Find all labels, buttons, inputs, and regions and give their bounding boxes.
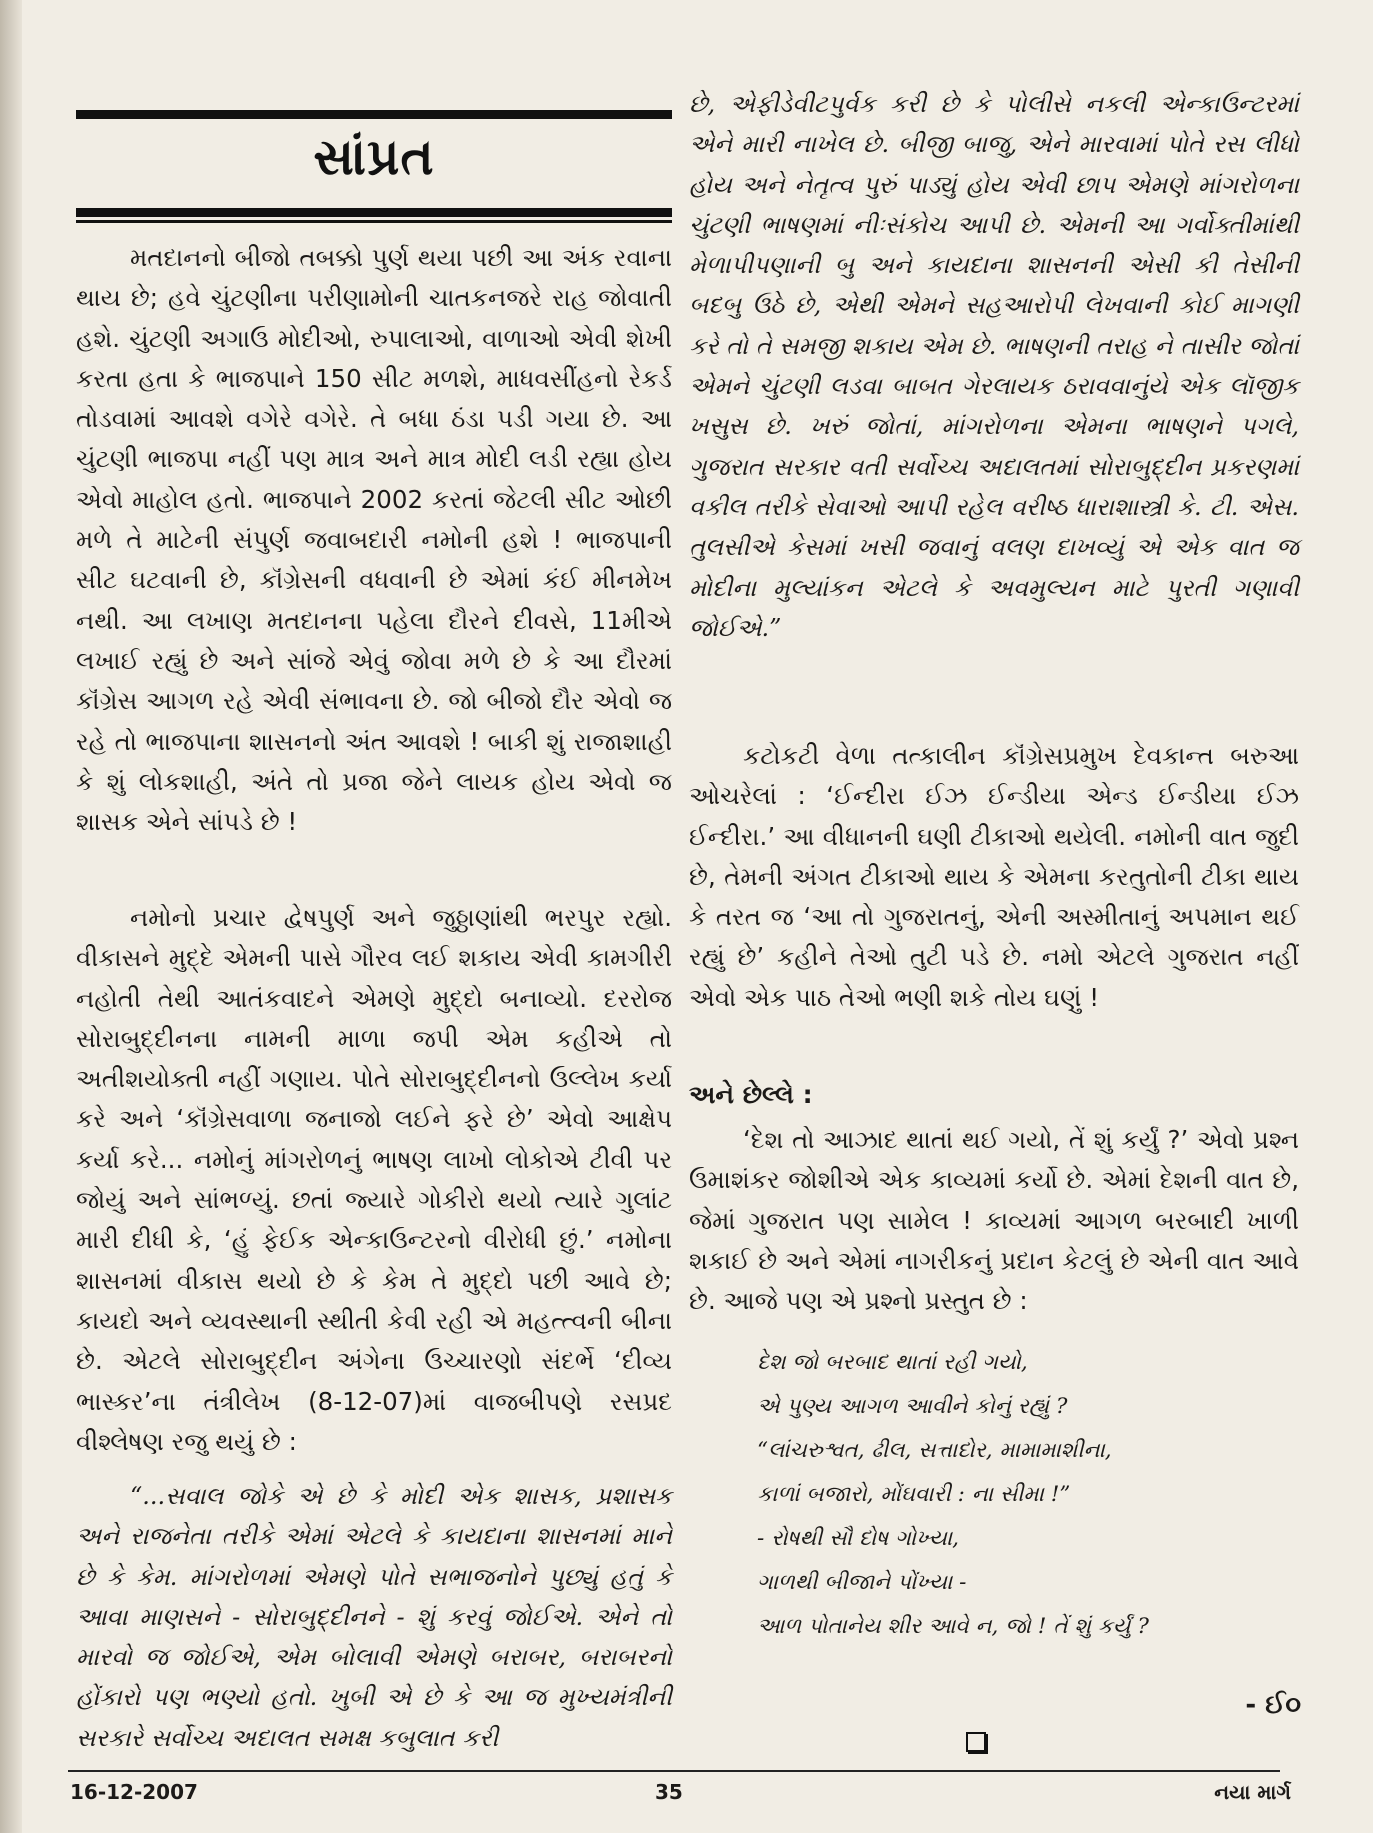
left-quote-paragraph: “...સવાલ જોકે એ છે કે મોદી એક શાસક, પ્રશાસક અને રાજનેતા તરીકે એમાં એટલે કે કાયદાના શાસનમાં માને છે કે કેમ. માંગરોળમાં એમણે પોતે સભાજનોને પુછ્યું હતું કે આવા માણસને - સોરાબુદ્દીનને - શું કરવું જોઈએ. એને તો મારવો જ જોઈએ, એમ બોલાવી એમણે બરાબર, બરાબરનો હોંકારો પણ ભણ્યો હતો. ખુબી એ છે કે આ જ મુખ્યમંત્રીની સરકારે સર્વોચ્ચ અદાલત સમક્ષ કબુલાત કરી: [76, 1482, 672, 1752]
right-paragraph-4: ‘દેશ તો આઝાદ થાતાં થઈ ગયો, તેં શું કર્યું ?’ એવો પ્રશ્ન ઉમાશંકર જોશીએ એક કાવ્યમાં કર્યો છે. એમાં દેશની વાત છે, જેમાં ગુજરાત પણ સામેલ ! કાવ્યમાં આગળ બરબાદી ખાળી શકાઈ છે અને એમાં નાગરીકનું પ્રદાન કેટલું છે એની વાત આવે છે. આજે પણ એ પ્રશ્નો પ્રસ્તુત છે :: [689, 1125, 1299, 1316]
left-paragraph-2: નમોનો પ્રચાર દ્વેષપુર્ણ અને જુઠ્ઠાણાંથી ભરપુર રહ્યો. વીકાસને મુદ્દે એમની પાસે ગૌરવ લઈ શકાય એવી કામગીરી નહોતી તેથી આતંકવાદને એમણે મુદ્દો બનાવ્યો. દરરોજ સોરાબુદ્દીનના નામની માળા જપી એમ કહીએ તો અતીશયોક્તી નહીં ગણાય. પોતે સોરાબુદ્દીનનો ઉલ્લેખ કર્યા કરે અને ‘કૉંગ્રેસવાળા જનાજો લઈને ફરે છે’ એવો આક્ષેપ કર્યા કરે... નમોનું માંગરોળનું ભાષણ લાખો લોકોએ ટીવી પર જોયું અને સાંભળ્યું. છતાં જ્યારે ગોકીરો થયો ત્યારે ગુલાંટ મારી દીધી કે, ‘હું ફેઈક એન્કાઉન્ટરનો વીરોધી છું.’ નમોના શાસનમાં વીકાસ થયો છે કે કેમ તે મુદ્દો પછી આવે છે; કાયદો અને વ્યવસ્થાની સ્થીતી કેવી રહી એ મહત્ત્વની બીના છે. એટલે સોરાબુદ્દીન અંગેના ઉચ્ચારણો સંદર્ભે ‘દીવ્ય ભાસ્કર’ના તંત્રીલેખ (8-12-07)માં વાજબીપણે રસપ્રદ વીશ્લેષણ રજુ થયું છે :: [76, 903, 672, 1456]
poem-line: દેશ જો બરબાદ થાતાં રહી ગયો,: [757, 1350, 1028, 1375]
right-quote-continuation: છે, એફીડેવીટપુર્વક કરી છે કે પોલીસે નકલી એન્કાઉન્ટરમાં એને મારી નાખેલ છે. બીજી બાજુ, એને મારવામાં પોતે રસ લીધો હોય અને નેતૃત્વ પુરું પાડ્યું હોય એવી છાપ એમણે માંગરોળના ચુંટણી ભાષણમાં નીઃસંકોચ આપી છે. એમની આ ગર્વોક્તીમાંથી મેળાપીપણાની બુ અને કાયદાના શાસનની એસી કી તેસીની બદબુ ઉઠે છે, એથી એમને સહઆરોપી લેખવાની કોઈ માગણી કરે તો તે સમજી શકાય એમ છે. ભાષણની તરાહ ને તાસીર જોતાં એમને ચુંટણી લડવા બાબત ગેરલાયક ઠરાવવાનુંયે એક લૉજીક ખસુસ છે. ખરું જોતાં, માંગરોળના એમના ભાષણને પગલે, ગુજરાત સરકાર વતી સર્વોચ્ચ અદાલતમાં સોરાબુદ્દીન પ્રકરણમાં વકીલ તરીકે સેવાઓ આપી રહેલ વરીષ્ઠ ધારાશાસ્ત્રી કે. ટી. એસ. તુલસીએ કેસમાં ખસી જવાનું વલણ દાખવ્યું એ એક વાત જ મોદીના મુલ્યાંકન એટલે કે અવમુલ્યન માટે પુરતી ગણાવી જોઈએ.”: [689, 90, 1299, 642]
author-signature: - ઈ૦: [1245, 1690, 1301, 1720]
footer-magazine-name: નયા માર્ગ: [1214, 1780, 1291, 1804]
left-paragraph-1: મતદાનનો બીજો તબક્કો પુર્ણ થયા પછી આ અંક રવાના થાય છે; હવે ચુંટણીના પરીણામોની ચાતકનજરે રાહ જોવાતી હશે. ચુંટણી અગાઉ મોદીઓ, રુપાલાઓ, વાળાઓ એવી શેખી કરતા હતા કે ભાજપાને 150 સીટ મળશે, માધવસીંહનો રેકર્ડ તોડવામાં આવશે વગેરે વગેરે. તે બધા ઠંડા પડી ગયા છે. આ ચુંટણી ભાજપા નહીં પણ માત્ર અને માત્ર મોદી લડી રહ્યા હોય એવો માહોલ હતો. ભાજપાને 2002 કરતાં જેટલી સીટ ઓછી મળે તે માટેની સંપુર્ણ જવાબદારી નમોની હશે ! ભાજપાની સીટ ઘટવાની છે, કૉંગ્રેસની વધવાની છે એમાં કંઈ મીનમેખ નથી. આ લખાણ મતદાનના પહેલા દૌરને દીવસે, 11મીએ લખાઈ રહ્યું છે અને સાંજે એવું જોવા મળે છે કે આ દૌરમાં કૉંગ્રેસ આગળ રહે એવી સંભાવના છે. જો બીજો દૌર એવો જ રહે તો ભાજપાના શાસનનો અંત આવશે ! બાકી શું રાજાશાહી કે શું લોકશાહી, અંતે તો પ્રજા જેને લાયક હોય એવો જ શાસક એને સાંપડે છે !: [76, 243, 672, 837]
poem-line: એ પુણ્ય આગળ આવીને કોનું રહ્યું ?: [757, 1394, 1068, 1419]
footer-date: 16-12-2007: [70, 1780, 198, 1804]
header-bottom-rule: [76, 208, 672, 217]
footer-page-number: 35: [655, 1780, 683, 1804]
header-bottom-rule-thin: [76, 220, 672, 223]
header-top-rule: [76, 110, 672, 119]
subheading-finally: અને છેલ્લે :: [689, 1080, 813, 1109]
poem-line: કાળાં બજારો, મોંઘવારી : ના સીમા !”: [757, 1482, 1071, 1507]
poem-line: આળ પોતાનેય શીર આવે ન, જો ! તેં શું કર્યું ?: [757, 1614, 1149, 1639]
poem-line: ગાળથી બીજાને પોંખ્યા -: [757, 1570, 967, 1595]
right-paragraph-3: કટોકટી વેળા તત્કાલીન કૉંગ્રેસપ્રમુખ દેવકાન્ત બરુઆ ઓચરેલાં : ‘ઈન્દીરા ઈઝ ઈન્ડીયા એન્ડ ઈન્ડીયા ઈઝ ઈન્દીરા.’ આ વીધાનની ઘણી ટીકાઓ થયેલી. નમોની વાત જુદી છે, તેમની અંગત ટીકાઓ થાય કે એમના કરતુતોની ટીકા થાય કે તરત જ ‘આ તો ગુજરાતનું, એની અસ્મીતાનું અપમાન થઈ રહ્યું છે’ કહીને તેઓ તુટી પડે છે. નમો એટલે ગુજરાત નહીં એવો એક પાઠ તેઓ ભણી શકે તોય ઘણું !: [689, 741, 1299, 1012]
poem-line: - રોષથી સૌ દોષ ગોખ્યા,: [757, 1526, 959, 1551]
footer-rule: [68, 1770, 1280, 1772]
poem-line: “લાંચરુશ્વત, ઢીલ, સત્તાદોર, મામામાશીના,: [757, 1438, 1112, 1463]
section-title: સાંપ્રત: [313, 128, 435, 186]
end-of-article-icon: [966, 1732, 986, 1752]
page-edge-shadow: [0, 0, 22, 1833]
